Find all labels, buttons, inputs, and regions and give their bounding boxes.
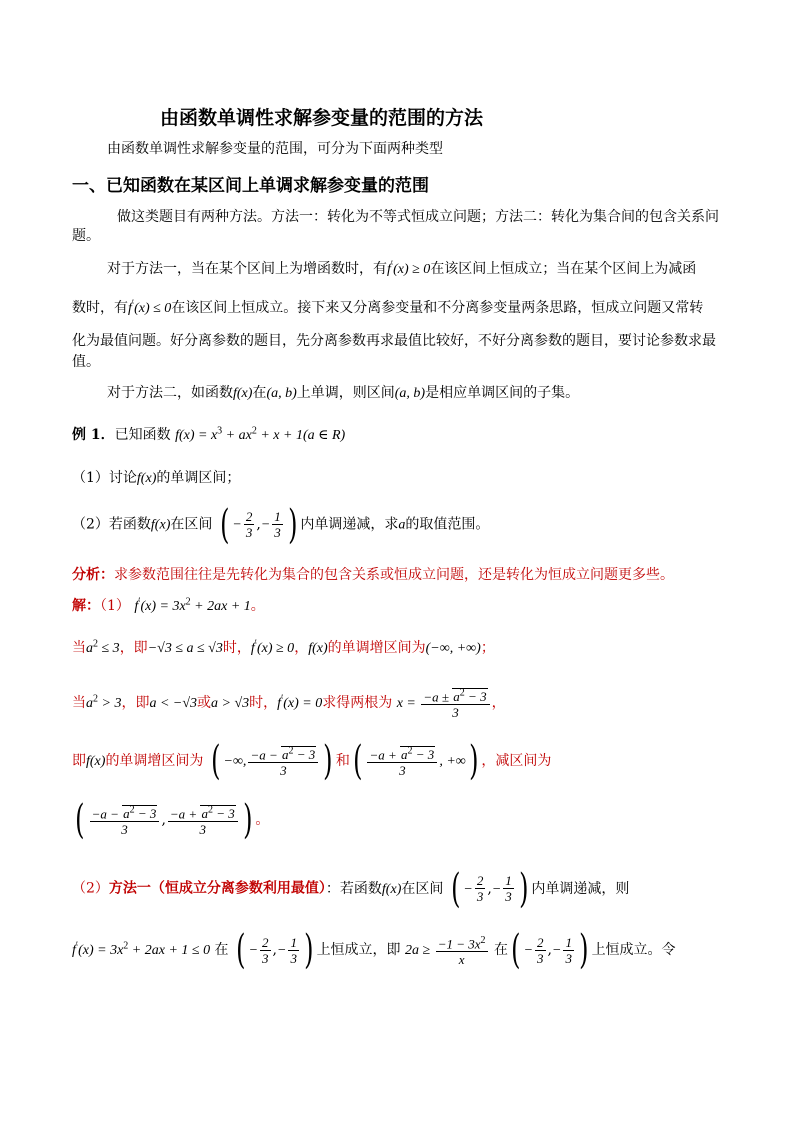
method-1-line2: $f'(x) = 3x^2 + 2ax + 1 \le 0$ 在 ( − $\frac{2}{3}$ ,− $\frac{1}{3}$ ) 上恒成立，即 2a ≥ $\frac{-1 - 3x^2}{x}$ 在( − $\frac{2}{3}$ ,− $\frac{1}{3}$ ) 上恒成立。令 xyxy=(72,927,676,974)
increasing-intervals: 即f(x)的单调增区间为 ( −∞, $\frac{-a - a^2 - 3}{3}$ ) 和( $\frac{-a + a^2 - 3}{3}$ , +∞) ，减区间为 xyxy=(72,738,552,785)
case-2: 当$a^2 > 3$，即a < −√3或a > √3时，f′(x) = 0求得两根为 x = $\frac{-a \pm a^2 - 3}{3}$ ， xyxy=(72,688,506,721)
page-title: 由函数单调性求解参变量的范围的方法 xyxy=(160,107,484,129)
paragraph-2-line4: 值。 xyxy=(72,354,100,370)
decreasing-interval: ( $\frac{-a - a^2 - 3}{3}$ , $\frac{-a + a^2 - 3}{3}$ ) 。 xyxy=(75,797,270,844)
paragraph-1-cont: 题。 xyxy=(72,228,100,244)
analysis: 分析：求参数范围往往是先转化为集合的包含关系或恒成立问题，还是转化为恒成立问题更多些。 xyxy=(72,567,674,583)
example-1: 例 1．已知函数 $f(x) = x^3 + ax^2 + x + 1(a$ ∈ R) xyxy=(72,425,346,443)
question-1: （1）讨论f(x)的单调区间； xyxy=(72,470,241,486)
section-heading: 一、已知函数在某区间上单调求解参变量的范围 xyxy=(72,176,429,196)
case-1: 当$a^2 \le 3$，即−√3 ≤ a ≤ √3时，f′(x) ≥ 0，f(x)的单调增区间为(−∞, +∞)； xyxy=(72,638,495,656)
method-1: （2）方法一（恒成立分离参数利用最值）：若函数f(x)在区间 ( − $\frac{2}{3}$ ,− $\frac{1}{3}$ ) 内单调递减，则 xyxy=(72,865,630,912)
paragraph-2-line2: 数时，有f′(x) ≤ 0在该区间上恒成立。接下来又分离参变量和不分离参变量两条思路，恒成立问题又常转 xyxy=(72,298,704,316)
intro-text: 由函数单调性求解参变量的范围，可分为下面两种类型 xyxy=(107,141,443,157)
paragraph-2: 对于方法一，当在某个区间上为增函数时，有f′(x) ≥ 0在该区间上恒成立；当在某个区间上为减函 xyxy=(107,259,697,277)
solution-1: 解：（1） $f'(x) = 3x^2 + 2ax + 1$。 xyxy=(72,596,265,614)
paragraph-2-line3: 化为最值问题。好分离参数的题目，先分离参数再求最值比较好，不好分离参数的题目，要讨论参数求最 xyxy=(72,333,716,349)
paragraph-3: 对于方法二，如函数f(x)在(a, b)上单调，则区间(a, b)是相应单调区间的子集。 xyxy=(107,385,580,401)
paragraph-1: 做这类题目有两种方法。方法一：转化为不等式恒成立问题；方法二：转化为集合间的包含关系问 xyxy=(117,209,719,225)
question-2: （2）若函数f(x)在区间 ( − $\frac{2}{3}$ ,− $\frac{1}{3}$ ) 内单调递减，求a的取值范围。 xyxy=(72,501,490,548)
